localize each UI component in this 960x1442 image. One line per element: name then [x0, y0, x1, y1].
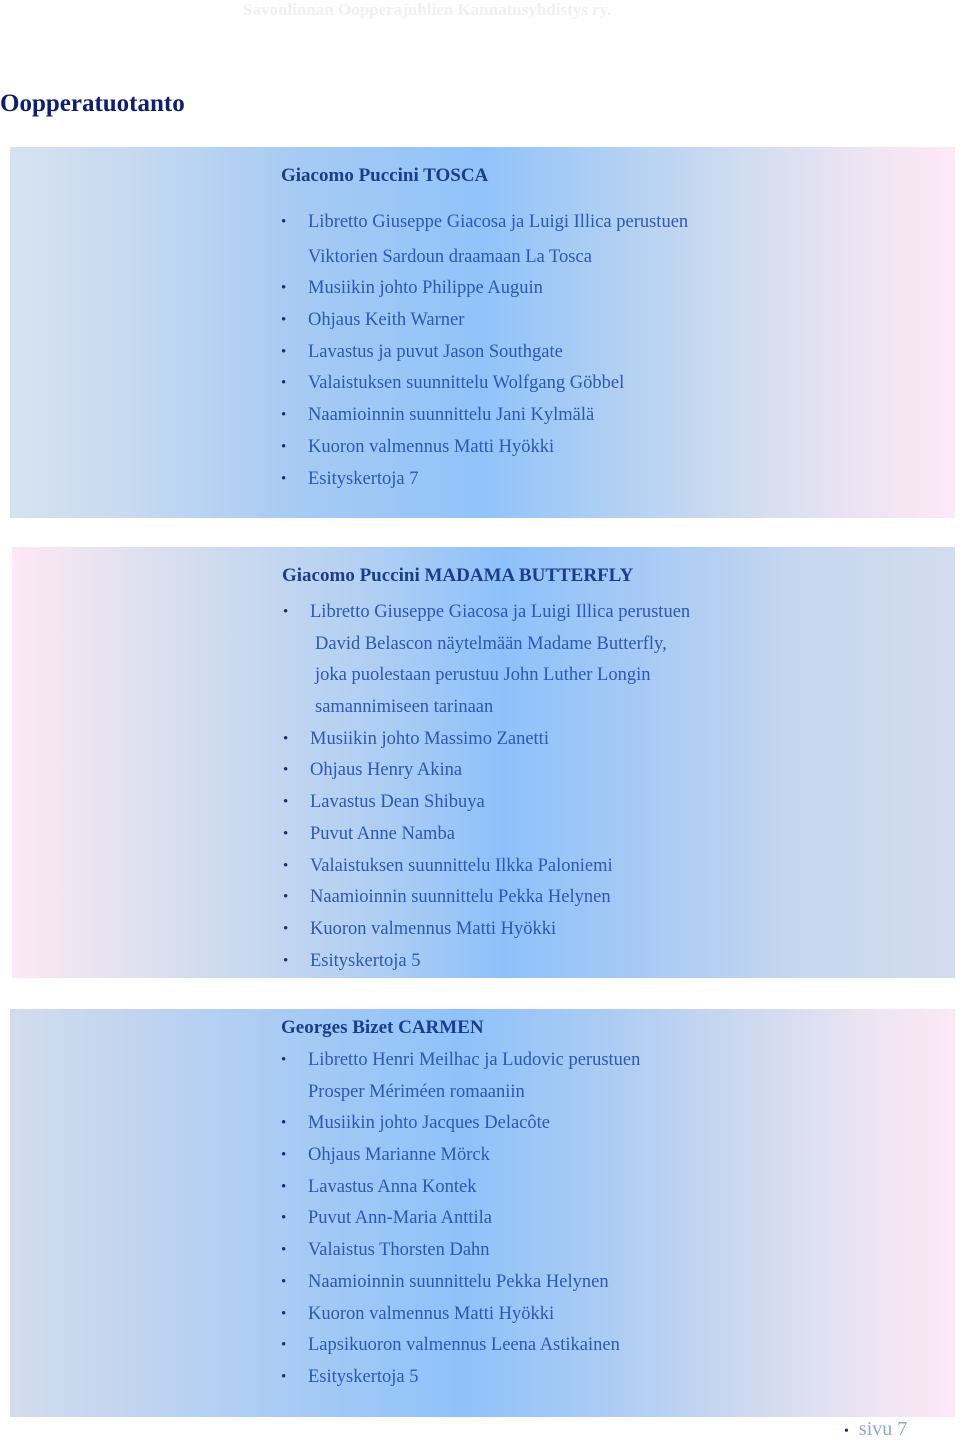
credit-item: • Esityskertoja 7 — [308, 464, 688, 496]
credit-item: • Libretto Henri Meilhac ja Ludovic perustuen — [308, 1045, 640, 1077]
credit-item: • Esityskertoja 5 — [308, 1362, 640, 1394]
credit-item-continuation: Viktorien Sardoun draamaan La Tosca — [308, 246, 592, 267]
credit-item: • Lavastus Anna Kontek — [308, 1172, 640, 1204]
production-title: Giacomo Puccini TOSCA — [281, 165, 489, 186]
credit-item: • Lavastus Dean Shibuya — [310, 787, 690, 819]
production-title: Georges Bizet CARMEN — [281, 1017, 484, 1038]
credit-item: • Ohjaus Keith Warner — [308, 305, 688, 337]
credit-item-continuation: joka puolestaan perustuu John Luther Longin — [315, 665, 651, 686]
production-panel-madama-butterfly — [12, 547, 955, 978]
credit-item: • Ohjaus Marianne Mörck — [308, 1140, 640, 1172]
production-credits-list — [308, 1045, 640, 1394]
credit-item: • Musiikin johto Jacques Delacôte — [308, 1108, 640, 1140]
section-title: Oopperatuotanto — [0, 90, 185, 117]
production-panel-tosca — [10, 147, 955, 518]
page-number-label: sivu 7 — [858, 1418, 908, 1440]
credit-item: • Libretto Giuseppe Giacosa ja Luigi Illica perustuen — [310, 597, 690, 629]
credit-item: • Ohjaus Henry Akina — [310, 755, 690, 787]
credit-item: • Valaistuksen suunnittelu Wolfgang Göbbel — [308, 368, 688, 400]
credit-item: • Musiikin johto Philippe Auguin — [308, 273, 688, 305]
credit-item: • Kuoron valmennus Matti Hyökki — [308, 432, 688, 464]
production-panel-carmen — [10, 1009, 955, 1417]
production-title: Giacomo Puccini MADAMA BUTTERFLY — [282, 565, 634, 586]
credit-item: • Lapsikuoron valmennus Leena Astikainen — [308, 1330, 640, 1362]
credit-item: • Libretto Giuseppe Giacosa ja Luigi Illica perustuen — [308, 207, 688, 239]
credit-item-continuation: David Belascon näytelmään Madame Butterfly, — [315, 633, 667, 654]
credit-item: • Lavastus ja puvut Jason Southgate — [308, 337, 688, 369]
credit-item: • Kuoron valmennus Matti Hyökki — [310, 914, 690, 946]
page-number — [844, 1418, 907, 1441]
production-credits-list — [310, 597, 690, 977]
production-credits-list — [308, 207, 688, 495]
credit-item: • Kuoron valmennus Matti Hyökki — [308, 1299, 640, 1331]
bullet-icon: • — [844, 1424, 849, 1439]
organization-name: Savonlinnan Oopperajuhlien Kannatusyhdistys ry. — [243, 0, 612, 19]
credit-item: • Valaistuksen suunnittelu Ilkka Paloniemi — [310, 851, 690, 883]
credit-item-continuation: Prosper Mériméen romaaniin — [308, 1081, 525, 1102]
credit-item: • Naamioinnin suunnittelu Pekka Helynen — [310, 882, 690, 914]
credit-item: • Musiikin johto Massimo Zanetti — [310, 724, 690, 756]
credit-item-continuation: samannimiseen tarinaan — [315, 697, 494, 718]
credit-item: • Puvut Ann-Maria Anttila — [308, 1203, 640, 1235]
credit-item: • Puvut Anne Namba — [310, 819, 690, 851]
credit-item: • Naamioinnin suunnittelu Pekka Helynen — [308, 1267, 640, 1299]
credit-item: • Naamioinnin suunnittelu Jani Kylmälä — [308, 400, 688, 432]
credit-item: • Valaistus Thorsten Dahn — [308, 1235, 640, 1267]
credit-item: • Esityskertoja 5 — [310, 946, 690, 978]
